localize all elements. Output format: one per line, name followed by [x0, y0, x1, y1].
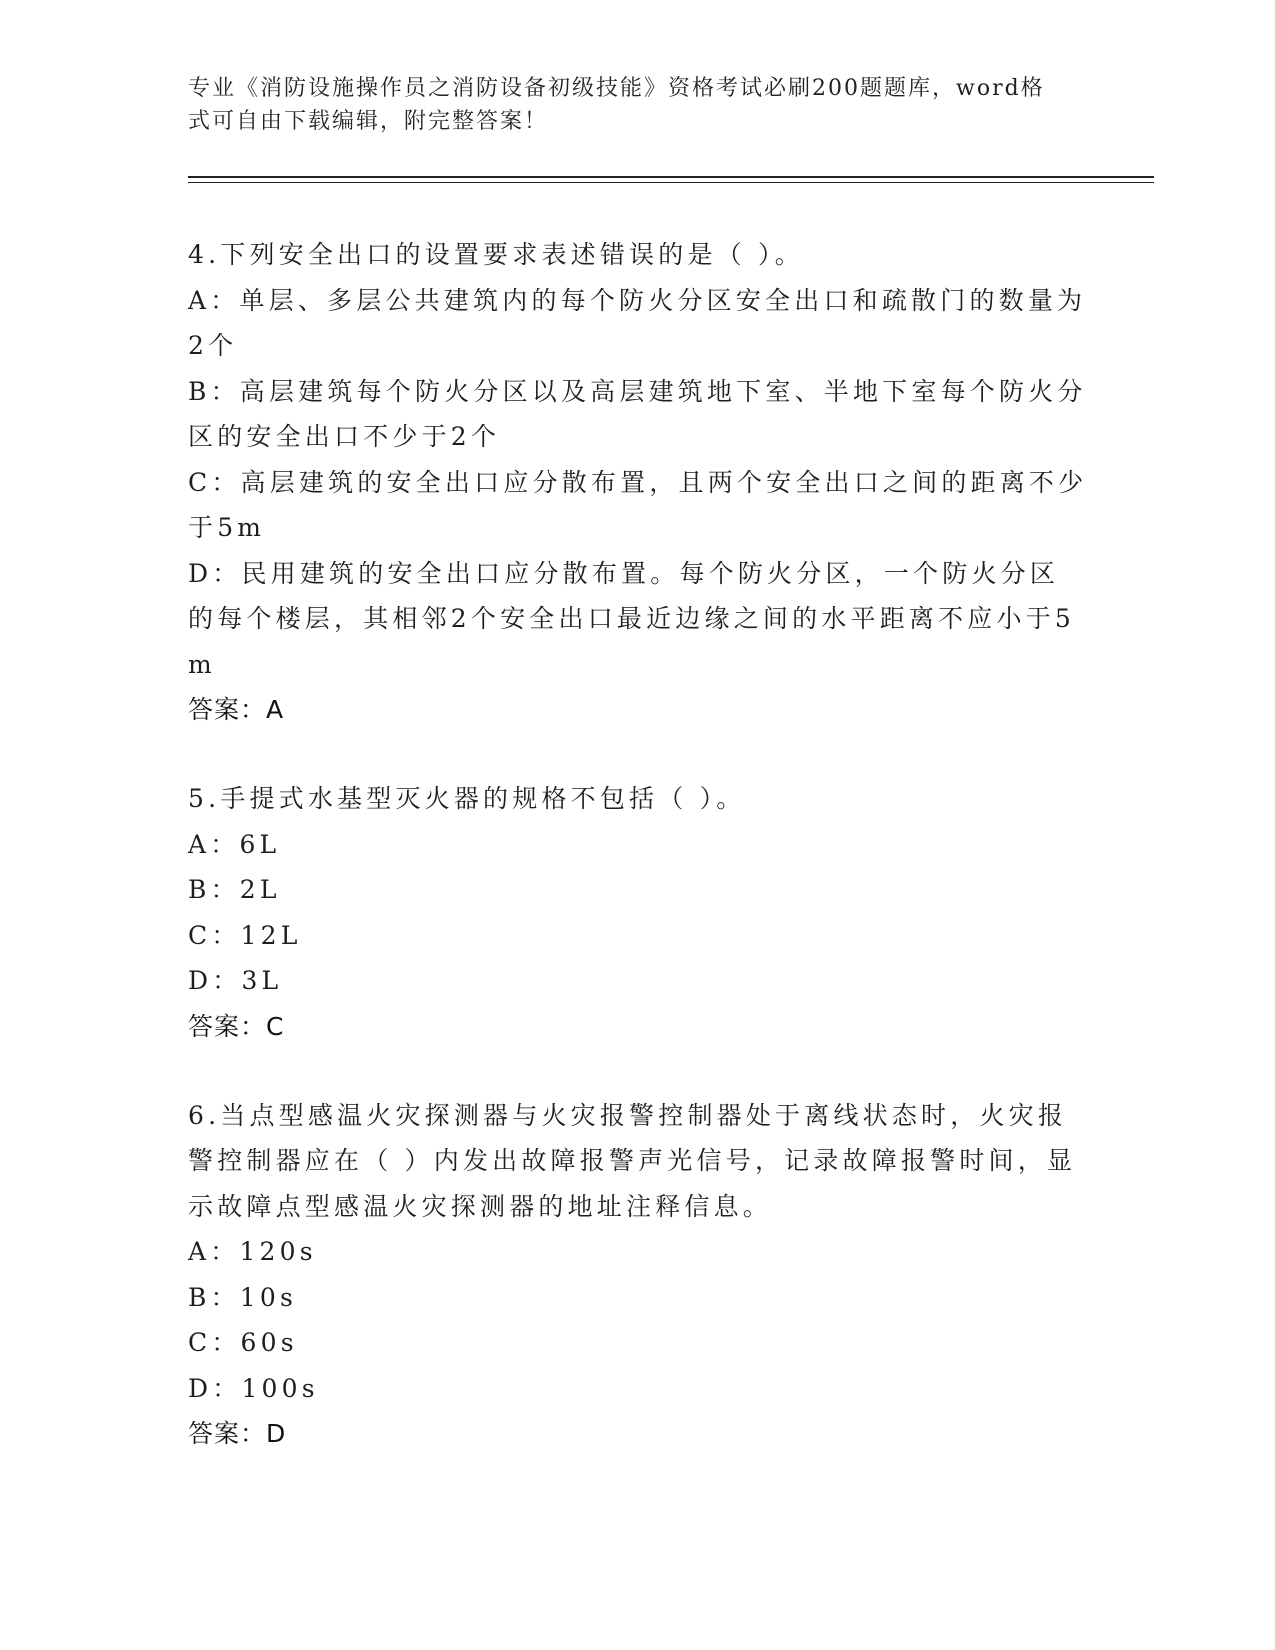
- option-a: A：120s: [188, 1237, 317, 1266]
- option-d: D：100s: [188, 1373, 319, 1403]
- header-divider-thick: [188, 176, 1154, 178]
- option-a: A：6L: [188, 829, 281, 859]
- option-c: C：高层建筑的安全出口应分散布置，且两个安全出口之间的距离不少于5m: [188, 467, 1088, 542]
- document-header: 专业《消防设施操作员之消防设备初级技能》资格考试必刷200题题库，word格式可自由下载编辑，附完整答案！: [188, 76, 1045, 134]
- option-b: B：10s: [188, 1282, 298, 1312]
- answer: 答案：A: [188, 695, 285, 724]
- option-a: A：单层、多层公共建筑内的每个防火分区安全出口和疏散门的数量为2个: [188, 285, 1087, 360]
- option-c: C：12L: [188, 920, 302, 950]
- question-stem: 6.当点型感温火灾探测器与火灾报警控制器处于离线状态时，火灾报警控制器应在（ ）内发出故障报警声光信号，记录故障报警时间，显示故障点型感温火灾探测器的地址注释信息。: [188, 1100, 1077, 1221]
- option-d: D：3L: [188, 966, 283, 995]
- answer: 答案：D: [188, 1419, 287, 1448]
- question-stem: 5.手提式水基型灭火器的规格不包括（ ）。: [188, 784, 746, 813]
- question-list: [188, 232, 1088, 1500]
- question-5: [188, 776, 1088, 1049]
- question-4: [188, 232, 1088, 732]
- option-d: D：民用建筑的安全出口应分散布置。每个防火分区，一个防火分区的每个楼层，其相邻2个安全出口最近边缘之间的水平距离不应小于5m: [188, 558, 1076, 679]
- header-divider-thin: [188, 182, 1154, 183]
- question-6: [188, 1093, 1088, 1457]
- question-stem: 4.下列安全出口的设置要求表述错误的是（ ）。: [188, 240, 804, 269]
- answer: 答案：C: [188, 1011, 285, 1041]
- option-c: C：60s: [188, 1328, 298, 1357]
- option-b: B：2L: [188, 875, 281, 904]
- option-b: B：高层建筑每个防火分区以及高层建筑地下室、半地下室每个防火分区的安全出口不少于2个: [188, 376, 1087, 451]
